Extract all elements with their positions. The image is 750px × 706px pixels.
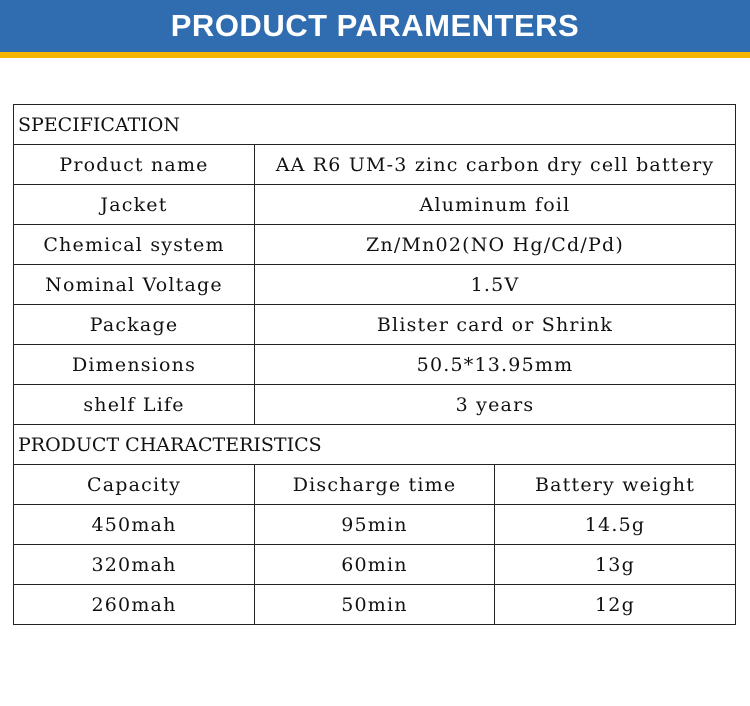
table-row <box>14 505 736 545</box>
spec-label: Nominal Voltage <box>14 265 255 305</box>
spec-label: shelf Life <box>14 385 255 425</box>
spec-label: Package <box>14 305 255 345</box>
spec-value: 1.5V <box>255 265 736 305</box>
characteristics-heading: PRODUCT CHARACTERISTICS <box>14 425 736 465</box>
capacity-cell: 320mah <box>14 545 255 585</box>
spec-value: 50.5*13.95mm <box>255 345 736 385</box>
capacity-cell: 450mah <box>14 505 255 545</box>
spec-row-chemical-system <box>14 225 736 265</box>
spec-label: Product name <box>14 145 255 185</box>
discharge-time-cell: 95min <box>255 505 495 545</box>
spec-value: AA R6 UM-3 zinc carbon dry cell battery <box>255 145 736 185</box>
battery-weight-cell: 12g <box>495 585 736 625</box>
spec-value: Blister card or Shrink <box>255 305 736 345</box>
spec-row-product-name <box>14 145 736 185</box>
discharge-time-cell: 50min <box>255 585 495 625</box>
page-title: PRODUCT PARAMENTERS <box>170 8 580 43</box>
spec-row-dimensions <box>14 345 736 385</box>
specification-heading-row <box>14 105 736 145</box>
spec-label: Chemical system <box>14 225 255 265</box>
column-header-capacity: Capacity <box>14 465 255 505</box>
spec-value: 3 years <box>255 385 736 425</box>
characteristics-header-row <box>14 465 736 505</box>
spec-value: Zn/Mn02(NO Hg/Cd/Pd) <box>255 225 736 265</box>
column-header-discharge-time: Discharge time <box>255 465 495 505</box>
spec-value: Aluminum foil <box>255 185 736 225</box>
specification-heading: SPECIFICATION <box>14 105 736 145</box>
spec-label: Dimensions <box>14 345 255 385</box>
table-row <box>14 545 736 585</box>
spec-row-nominal-voltage <box>14 265 736 305</box>
spec-row-jacket <box>14 185 736 225</box>
parameters-table <box>13 104 736 625</box>
discharge-time-cell: 60min <box>255 545 495 585</box>
spec-row-shelf-life <box>14 385 736 425</box>
capacity-cell: 260mah <box>14 585 255 625</box>
characteristics-heading-row <box>14 425 736 465</box>
battery-weight-cell: 14.5g <box>495 505 736 545</box>
header-banner <box>0 0 750 58</box>
spec-label: Jacket <box>14 185 255 225</box>
battery-weight-cell: 13g <box>495 545 736 585</box>
spec-row-package <box>14 305 736 345</box>
table-row <box>14 585 736 625</box>
column-header-battery-weight: Battery weight <box>495 465 736 505</box>
